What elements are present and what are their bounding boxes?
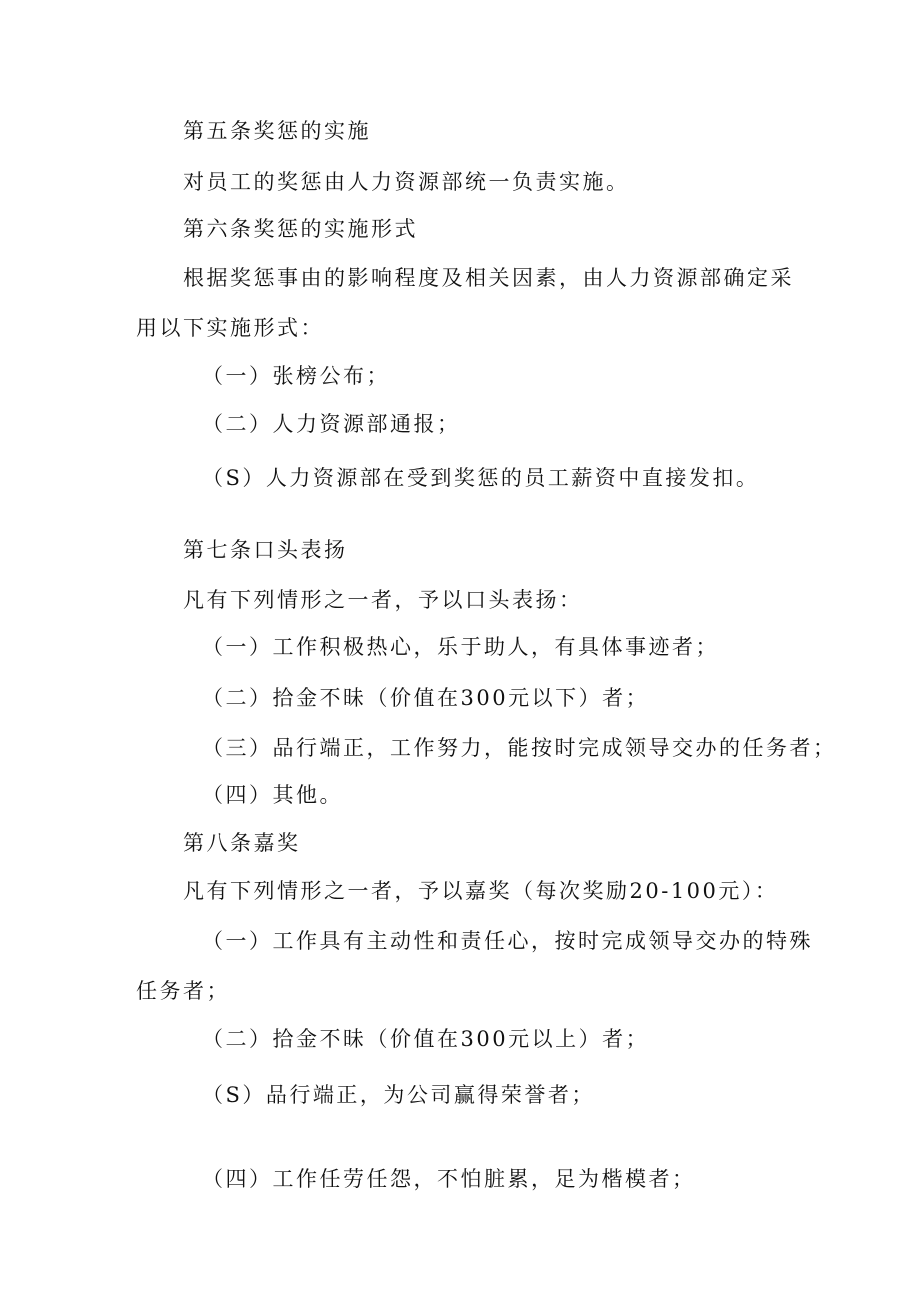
list-item-continuation: 任务者； (136, 979, 230, 1003)
list-item: （S）人力资源部在受到奖惩的员工薪资中直接发扣。 (202, 466, 760, 490)
paragraph-line: 用以下实施形式： (136, 316, 324, 340)
list-item: （二）拾金不昧（价值在300元以上）者； (202, 1027, 650, 1051)
paragraph-line: 凡有下列情形之一者，予以口头表扬： (183, 588, 583, 612)
paragraph-line: 对员工的奖惩由人力资源部统一负责实施。 (183, 170, 630, 194)
list-item: （四）其他。 (202, 783, 343, 807)
article-7-heading: 第七条口头表扬 (183, 538, 348, 562)
list-item: （二）人力资源部通报； (202, 412, 461, 436)
list-item: （S）品行端正，为公司赢得荣誉者； (202, 1083, 595, 1107)
paragraph-line: 凡有下列情形之一者，予以嘉奖（每次奖励20-100元）： (183, 879, 779, 903)
list-item: （一）工作具有主动性和责任心，按时完成领导交办的特殊 (202, 929, 813, 953)
list-item: （一）张榜公布； (202, 364, 390, 388)
article-6-heading: 第六条奖惩的实施形式 (183, 217, 418, 241)
list-item: （四）工作任劳任怨，不怕脏累，足为楷模者； (202, 1167, 696, 1191)
article-5-heading: 第五条奖惩的实施 (183, 119, 371, 143)
list-item: （三）品行端正，工作努力，能按时完成领导交办的任务者； (202, 736, 837, 760)
list-item: （二）拾金不昧（价值在300元以下）者； (202, 686, 650, 710)
paragraph-line: 根据奖惩事由的影响程度及相关因素，由人力资源部确定采 (183, 266, 794, 290)
article-8-heading: 第八条嘉奖 (183, 831, 301, 855)
list-item: （一）工作积极热心，乐于助人，有具体事迹者； (202, 635, 719, 659)
